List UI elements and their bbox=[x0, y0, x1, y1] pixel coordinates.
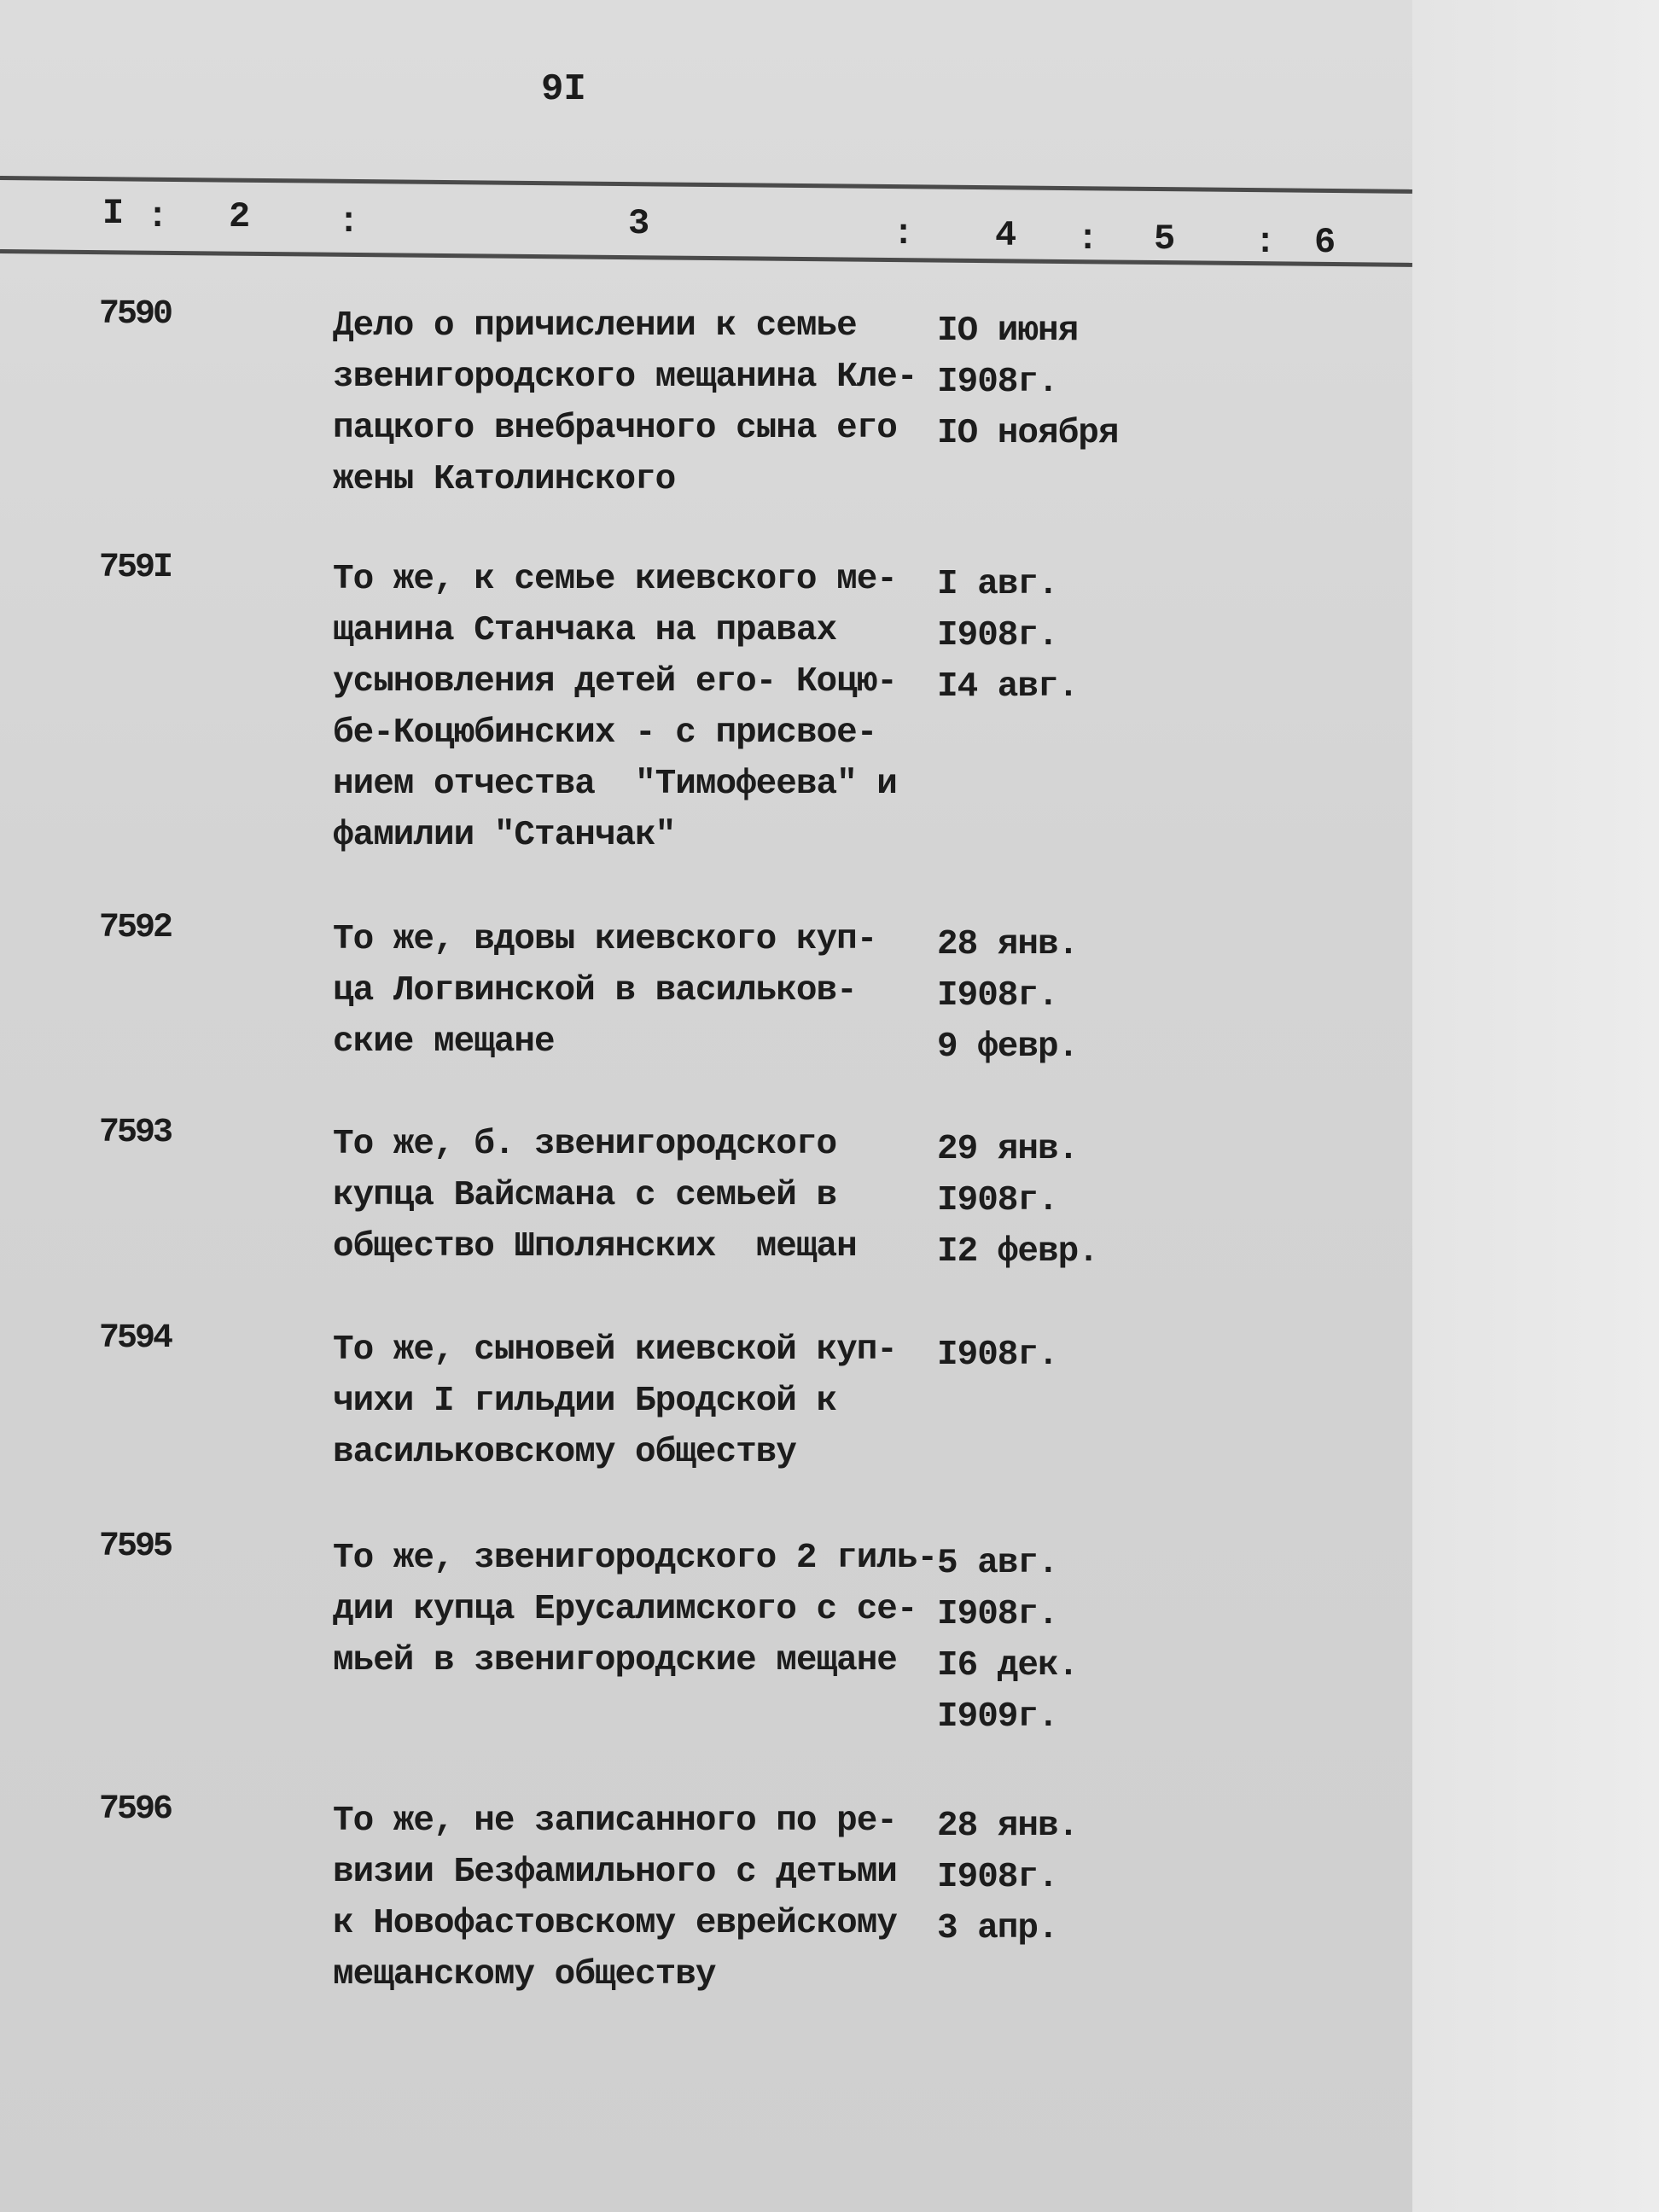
entry-description bbox=[333, 914, 876, 1068]
description-line: купца Вайсмана с семьей в bbox=[333, 1176, 837, 1215]
entry-dates bbox=[937, 1124, 1098, 1278]
description-line: бе-Коцюбинских - с присвое- bbox=[333, 713, 877, 753]
entry-description bbox=[333, 300, 917, 505]
column-separator: : bbox=[1254, 222, 1277, 263]
entry-description bbox=[333, 1796, 897, 2000]
description-line: мещанскому обществу bbox=[333, 1955, 716, 1994]
entry-dates bbox=[937, 306, 1118, 459]
entry-dates bbox=[937, 1330, 1058, 1381]
description-line: То же, к семье киевского ме- bbox=[333, 560, 897, 599]
date-line: 5 авг. bbox=[937, 1544, 1058, 1583]
column-header: 2 bbox=[229, 196, 251, 237]
description-line: жены Католинского bbox=[333, 460, 676, 499]
description-line: пацкого внебрачного сына его bbox=[333, 409, 897, 448]
date-line: I6 дек. bbox=[937, 1646, 1079, 1685]
entry-description bbox=[333, 1533, 937, 1686]
date-line: I2 февр. bbox=[937, 1232, 1098, 1272]
entry-number: 7593 bbox=[99, 1114, 172, 1152]
description-line: мьей в звенигородские мещане bbox=[333, 1641, 897, 1680]
entry-dates bbox=[937, 1801, 1078, 1954]
description-line: дии купца Ерусалимского с се- bbox=[333, 1590, 917, 1629]
entry-number: 7595 bbox=[99, 1528, 172, 1566]
date-line: 28 янв. bbox=[937, 1807, 1079, 1846]
date-line: I908г. bbox=[937, 1595, 1058, 1634]
description-line: То же, вдовы киевского куп- bbox=[333, 920, 877, 959]
date-line: I4 авг. bbox=[937, 667, 1079, 707]
description-line: усыновления детей его- Коцю- bbox=[333, 662, 897, 701]
entry-description bbox=[333, 554, 897, 861]
entry-dates bbox=[937, 919, 1078, 1073]
column-header: 6 bbox=[1314, 222, 1336, 263]
column-header: 4 bbox=[995, 215, 1017, 256]
description-line: ские мещане bbox=[333, 1022, 555, 1062]
date-line: I908г. bbox=[937, 976, 1058, 1016]
date-line: 9 февр. bbox=[937, 1027, 1079, 1067]
description-line: общество Шполянских мещан bbox=[333, 1227, 857, 1266]
date-line: I909г. bbox=[937, 1697, 1058, 1737]
column-separator: : bbox=[338, 201, 360, 242]
description-line: щанина Станчака на правах bbox=[333, 611, 837, 650]
entry-number: 759I bbox=[99, 549, 172, 587]
entry-number: 7590 bbox=[99, 295, 172, 334]
description-line: То же, звенигородского 2 гиль- bbox=[333, 1539, 938, 1578]
entry-number: 7594 bbox=[99, 1319, 172, 1358]
date-line: I908г. bbox=[937, 616, 1058, 655]
date-line: I908г. bbox=[937, 1336, 1058, 1375]
column-separator: : bbox=[1077, 218, 1099, 259]
column-separator: : bbox=[147, 196, 169, 237]
entry-description bbox=[333, 1324, 897, 1478]
description-line: Дело о причислении к семье bbox=[333, 306, 857, 346]
description-line: То же, б. звенигородского bbox=[333, 1125, 837, 1164]
date-line: IO июня bbox=[937, 311, 1079, 351]
description-line: звенигородского мещанина Кле- bbox=[333, 358, 917, 397]
description-line: чихи I гильдии Бродской к bbox=[333, 1382, 837, 1421]
entry-number: 7596 bbox=[99, 1790, 172, 1829]
description-line: васильковскому обществу bbox=[333, 1433, 796, 1472]
date-line: I908г. bbox=[937, 1858, 1058, 1897]
description-line: к Новофастовскому еврейскому bbox=[333, 1904, 897, 1943]
date-line: I авг. bbox=[937, 565, 1058, 604]
description-line: визии Безфамильного с детьми bbox=[333, 1853, 897, 1892]
description-line: нием отчества "Тимофеева" и bbox=[333, 765, 897, 804]
date-line: I908г. bbox=[937, 363, 1058, 402]
description-line: То же, не записанного по ре- bbox=[333, 1802, 897, 1841]
entry-dates bbox=[937, 1538, 1078, 1743]
entry-dates bbox=[937, 559, 1078, 713]
date-line: 29 янв. bbox=[937, 1130, 1079, 1169]
column-header: I bbox=[102, 193, 125, 234]
column-separator: : bbox=[893, 213, 915, 254]
description-line: То же, сыновей киевской куп- bbox=[333, 1330, 897, 1370]
date-line: 28 янв. bbox=[937, 925, 1079, 964]
description-line: ца Логвинской в васильков- bbox=[333, 971, 857, 1010]
date-line: I908г. bbox=[937, 1181, 1058, 1220]
page-edge bbox=[1412, 0, 1659, 2212]
date-line: 3 апр. bbox=[937, 1909, 1058, 1948]
page-number: 9I bbox=[541, 68, 586, 111]
date-line: IO ноября bbox=[937, 414, 1119, 453]
entry-description bbox=[333, 1119, 857, 1272]
column-header: 3 bbox=[628, 203, 650, 244]
entry-number: 7592 bbox=[99, 909, 172, 947]
description-line: фамилии "Станчак" bbox=[333, 816, 676, 855]
column-header: 5 bbox=[1154, 218, 1176, 259]
